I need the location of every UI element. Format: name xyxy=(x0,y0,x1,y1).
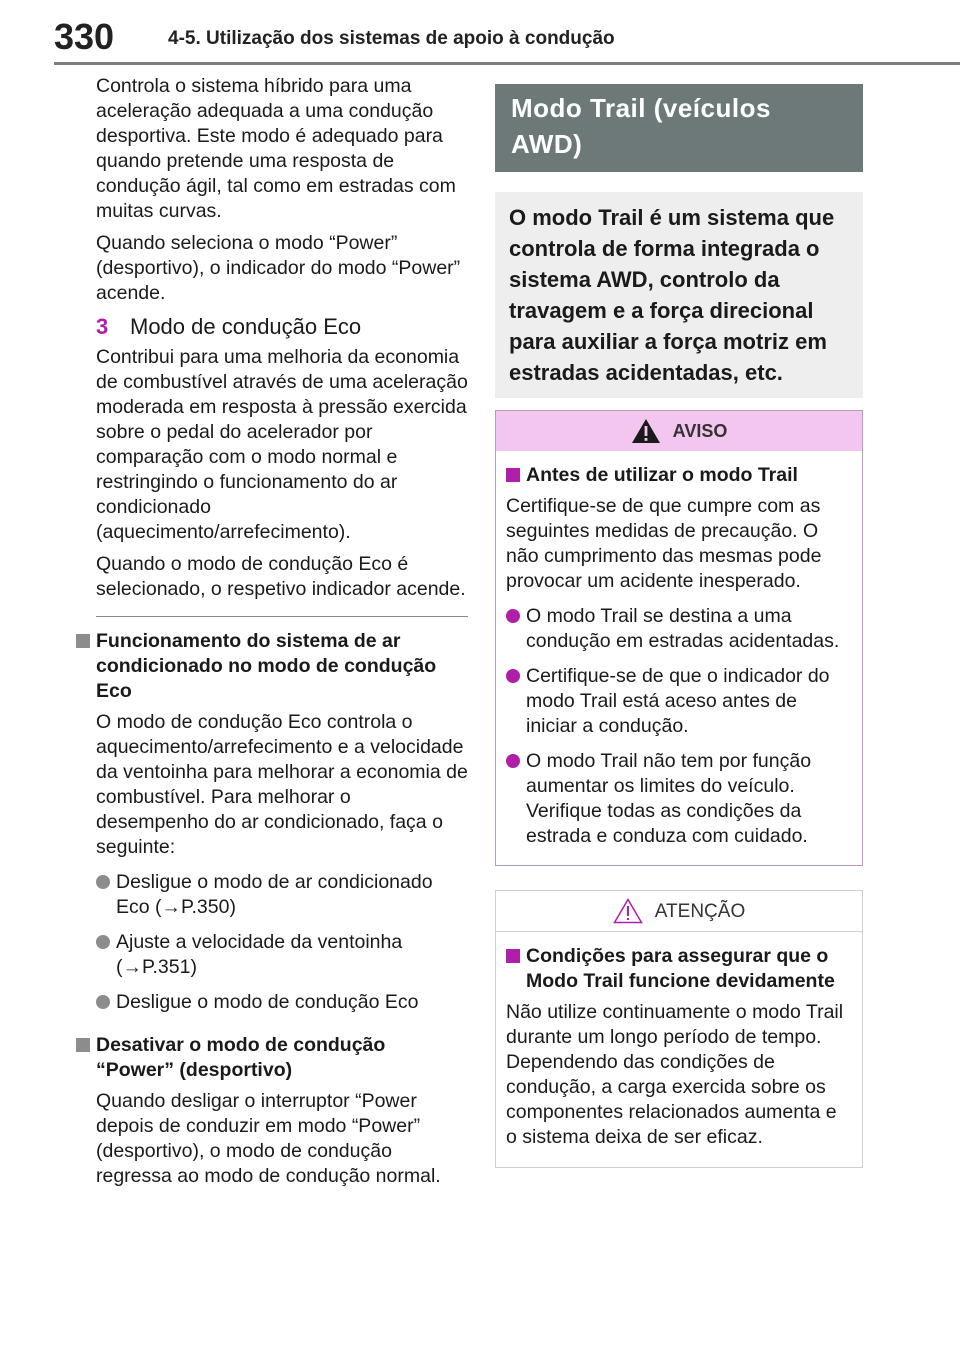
list-item-text: Certifique-se de que o indicador do modo Trail está aceso antes de iniciar a condução. xyxy=(526,665,830,737)
list-item-text: O modo Trail não tem por função aumentar os limites do veículo. Verifique todas as condições da estrada e conduza com cuidado. xyxy=(526,750,812,847)
warning-title-bar xyxy=(496,411,862,451)
section-divider xyxy=(96,616,468,617)
eco-mode-heading xyxy=(96,314,468,339)
list-item-text: Ajuste a velocidade da ventoinha (→P.351) xyxy=(116,931,403,978)
power-off-heading-text: Desativar o modo de condução “Power” (desportivo) xyxy=(96,1034,386,1081)
bullet-icon xyxy=(96,935,110,949)
attention-description: Não utilize continuamente o modo Trail durante um longo período de tempo. Dependendo das condições de condução, a carga exercida sobre os componentes relacionados aumenta e o sistema deixa de ser eficaz. xyxy=(506,1001,844,1148)
bullet-icon xyxy=(506,609,520,623)
list-item xyxy=(506,664,852,739)
eco-indicator-note: Quando o modo de condução Eco é selecionado, o respetivo indicador acende. xyxy=(96,553,466,600)
power-indicator-note: Quando seleciona o modo “Power” (desportivo), o indicador do modo “Power” acende. xyxy=(96,232,461,304)
warning-heading xyxy=(506,463,852,488)
caution-triangle-icon xyxy=(613,898,643,924)
power-off-heading xyxy=(76,1033,468,1083)
list-item-text: Desligue o modo de condução Eco xyxy=(116,991,419,1013)
attention-title-bar xyxy=(496,891,862,932)
warning-description: Certifique-se de que cumpre com as seguintes medidas de precaução. O não cumprimento das mesmas pode provocar um acidente inesperado. xyxy=(506,495,822,592)
trail-mode-banner: Modo Trail (veículos AWD) xyxy=(495,84,863,172)
bullet-icon xyxy=(96,875,110,889)
ac-eco-heading xyxy=(76,629,468,704)
list-item-text: Desligue o modo de ar condicionado Eco (→P.350) xyxy=(116,871,433,918)
list-item xyxy=(506,604,852,654)
section-title: 4-5. Utilização dos sistemas de apoio à condução xyxy=(168,28,615,49)
list-item xyxy=(96,990,468,1015)
trail-mode-intro: O modo Trail é um sistema que controla de forma integrada o sistema AWD, controlo da travagem e a força direcional para auxiliar a força motriz em estradas acidentadas, etc. xyxy=(495,192,863,398)
bullet-icon xyxy=(506,754,520,768)
warning-box xyxy=(495,410,863,866)
ac-eco-heading-text: Funcionamento do sistema de ar condicionado no modo de condução Eco xyxy=(96,630,437,702)
header-divider xyxy=(54,62,960,65)
list-item xyxy=(96,870,468,920)
attention-heading xyxy=(506,944,852,994)
eco-mode-title: Modo de condução Eco xyxy=(130,314,362,339)
attention-title: ATENÇÃO xyxy=(654,900,746,922)
page-number: 330 xyxy=(54,16,115,57)
list-item xyxy=(506,749,852,849)
eco-mode-description: Contribui para uma melhoria da economia de combustível através de uma aceleração moderada em resposta à pressão exercida sobre o pedal do acelerador por comparação com o modo normal e restringindo o funcionamento do ar condicionado (aquecimento/arrefecimento). xyxy=(96,346,468,543)
warning-body xyxy=(496,451,862,865)
ac-eco-description: O modo de condução Eco controla o aquecimento/arrefecimento e a velocidade da ventoinha para melhorar a economia de combustível. Para melhorar o desempenho do ar condicionado, faça o seguinte: xyxy=(96,711,468,858)
square-bullet-icon xyxy=(506,949,520,963)
eco-mode-number: 3 xyxy=(96,314,109,339)
right-column xyxy=(495,74,863,1168)
warning-title: AVISO xyxy=(672,420,728,441)
attention-box xyxy=(495,890,863,1168)
square-bullet-icon xyxy=(76,634,90,648)
power-off-description: Quando desligar o interruptor “Power depois de conduzir em modo “Power” (desportivo), o modo de condução regressa ao modo de condução normal. xyxy=(96,1090,441,1187)
square-bullet-icon xyxy=(506,468,520,482)
list-item xyxy=(96,930,468,980)
square-bullet-icon xyxy=(76,1038,90,1052)
left-column xyxy=(96,74,468,1196)
list-item-text: O modo Trail se destina a uma condução em estradas acidentadas. xyxy=(526,605,840,652)
page-header xyxy=(0,0,960,70)
warning-triangle-icon xyxy=(631,418,661,444)
attention-body xyxy=(496,932,862,1167)
power-mode-description: Controla o sistema híbrido para uma aceleração adequada a uma condução desportiva. Este modo é adequado para quando pretende uma resposta de condução ágil, tal como em estradas com muitas curvas. xyxy=(96,75,456,222)
warning-heading-text: Antes de utilizar o modo Trail xyxy=(526,464,798,486)
bullet-icon xyxy=(96,995,110,1009)
attention-heading-text: Condições para assegurar que o Modo Trail funcione devidamente xyxy=(526,945,835,992)
bullet-icon xyxy=(506,669,520,683)
